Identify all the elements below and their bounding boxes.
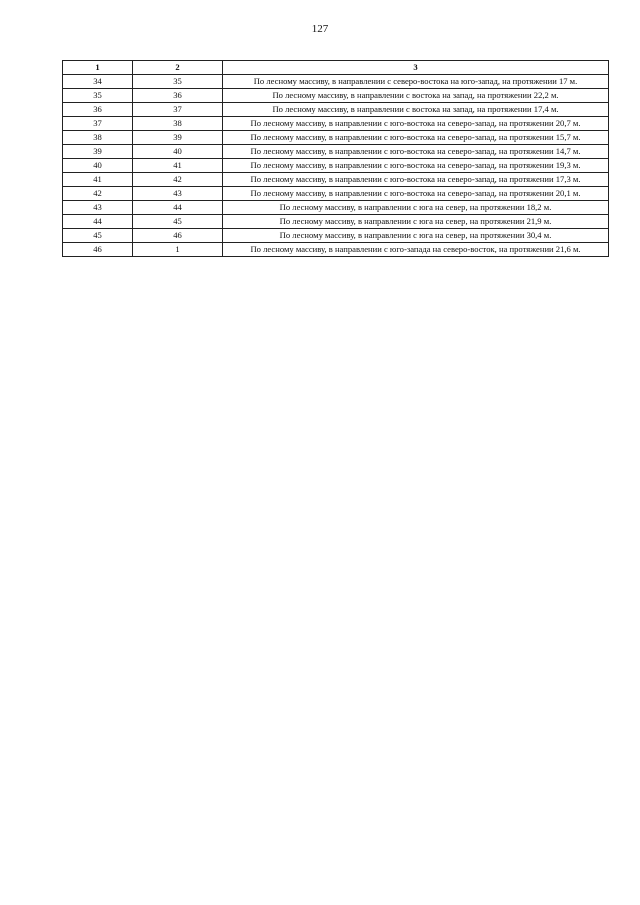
to-point-cell: 37 [133,103,223,117]
table-row [63,75,609,89]
table-row [63,89,609,103]
to-point-cell: 35 [133,75,223,89]
description-cell: По лесному массиву, в направлении с юга на север, на протяжении 18,2 м. [223,201,609,215]
column-header-description: 3 [223,61,609,75]
to-point-cell: 42 [133,173,223,187]
table-row [63,145,609,159]
description-cell: По лесному массиву, в направлении с юго-востока на северо-запад, на протяжении 15,7 м. [223,131,609,145]
description-cell: По лесному массиву, в направлении с юга на север, на протяжении 30,4 м. [223,229,609,243]
from-point-cell: 45 [63,229,133,243]
description-cell: По лесному массиву, в направлении с юго-запада на северо-восток, на протяжении 21,6 м. [223,243,609,257]
description-cell: По лесному массиву, в направлении с юго-востока на северо-запад, на протяжении 14,7 м. [223,145,609,159]
from-point-cell: 44 [63,215,133,229]
description-cell: По лесному массиву, в направлении с юга на север, на протяжении 21,9 м. [223,215,609,229]
to-point-cell: 41 [133,159,223,173]
from-point-cell: 36 [63,103,133,117]
page-number: 127 [311,23,329,35]
boundary-description-table [62,60,609,257]
description-cell: По лесному массиву, в направлении с юго-востока на северо-запад, на протяжении 20,7 м. [223,117,609,131]
from-point-cell: 43 [63,201,133,215]
description-cell: По лесному массиву, в направлении с востока на запад, на протяжении 22,2 м. [223,89,609,103]
column-header-from-point: 1 [63,61,133,75]
from-point-cell: 34 [63,75,133,89]
to-point-cell: 38 [133,117,223,131]
to-point-cell: 36 [133,89,223,103]
to-point-cell: 1 [133,243,223,257]
to-point-cell: 39 [133,131,223,145]
table-row [63,173,609,187]
table-row [63,103,609,117]
from-point-cell: 39 [63,145,133,159]
table-header-row [63,61,609,75]
table-row [63,215,609,229]
table-row [63,243,609,257]
table-row [63,131,609,145]
to-point-cell: 43 [133,187,223,201]
from-point-cell: 41 [63,173,133,187]
column-header-to-point: 2 [133,61,223,75]
from-point-cell: 38 [63,131,133,145]
to-point-cell: 44 [133,201,223,215]
from-point-cell: 42 [63,187,133,201]
description-cell: По лесному массиву, в направлении с юго-востока на северо-запад, на протяжении 19,3 м. [223,159,609,173]
description-cell: По лесному массиву, в направлении с востока на запад, на протяжении 17,4 м. [223,103,609,117]
table-row [63,159,609,173]
from-point-cell: 40 [63,159,133,173]
from-point-cell: 37 [63,117,133,131]
description-cell: По лесному массиву, в направлении с юго-востока на северо-запад, на протяжении 20,1 м. [223,187,609,201]
table-row [63,117,609,131]
to-point-cell: 45 [133,215,223,229]
from-point-cell: 35 [63,89,133,103]
to-point-cell: 46 [133,229,223,243]
to-point-cell: 40 [133,145,223,159]
description-cell: По лесному массиву, в направлении с юго-востока на северо-запад, на протяжении 17,3 м. [223,173,609,187]
from-point-cell: 46 [63,243,133,257]
table-row [63,201,609,215]
description-cell: По лесному массиву, в направлении с северо-востока на юго-запад, на протяжении 17 м. [223,75,609,89]
table-row [63,187,609,201]
table-row [63,229,609,243]
